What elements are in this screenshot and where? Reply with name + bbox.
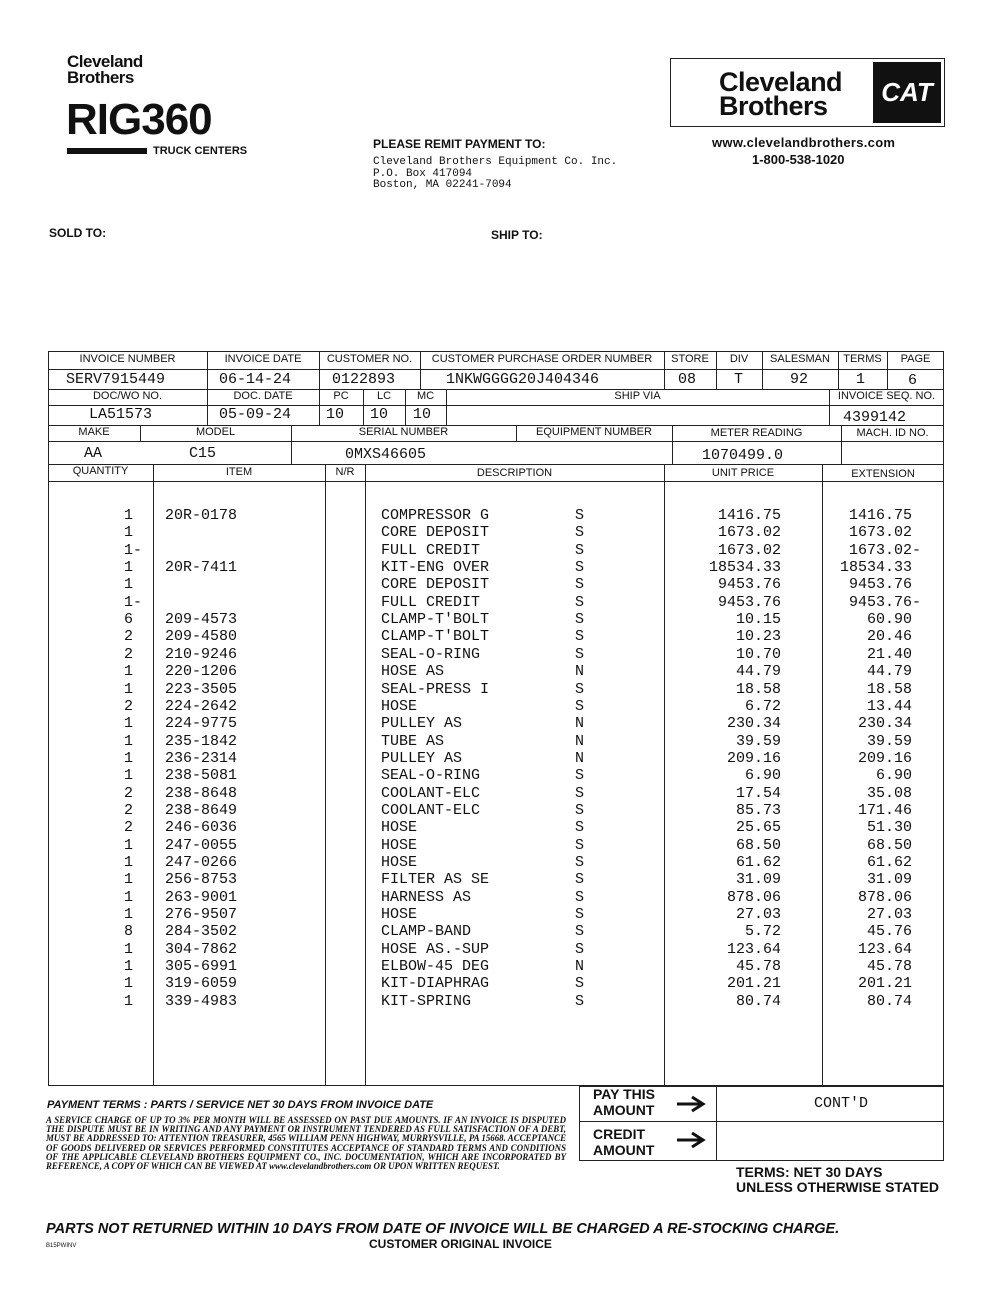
line-unit-price: 17.54 bbox=[735, 784, 781, 802]
line-qty: 6 bbox=[124, 611, 134, 629]
line-extension: 45.78 bbox=[866, 958, 912, 976]
line-code: S bbox=[575, 524, 585, 542]
line-code: S bbox=[575, 819, 585, 837]
line-qty: 1 bbox=[124, 576, 134, 594]
line-description: CLAMP-T'BOLT bbox=[381, 611, 490, 629]
line-code: N bbox=[575, 663, 585, 681]
line-item-number: 238-8648 bbox=[165, 784, 238, 802]
label-lc: LC bbox=[376, 390, 392, 402]
line-description: KIT-ENG OVER bbox=[381, 559, 490, 577]
line-qty: 1 bbox=[124, 992, 134, 1010]
rule bbox=[48, 441, 944, 442]
line-unit-price: 10.23 bbox=[735, 628, 781, 646]
table-row bbox=[0, 837, 1000, 855]
line-unit-price: 18534.33 bbox=[708, 559, 781, 577]
line-code: S bbox=[575, 767, 585, 785]
table-row bbox=[0, 594, 1000, 612]
line-qty: 1 bbox=[124, 507, 134, 524]
line-description: CLAMP-T'BOLT bbox=[381, 628, 490, 646]
pay-this-amount-label bbox=[593, 1086, 655, 1118]
label-page: PAGE bbox=[900, 353, 931, 365]
line-qty: 1 bbox=[124, 940, 134, 958]
line-qty: 1 bbox=[124, 732, 134, 750]
line-extension: 21.40 bbox=[866, 645, 912, 663]
line-unit-price: 1673.02 bbox=[717, 524, 781, 542]
line-item-number: 284-3502 bbox=[165, 923, 238, 941]
line-qty: 1- bbox=[124, 593, 143, 611]
line-item-number: 210-9246 bbox=[165, 645, 238, 663]
label-customer-no: CUSTOMER NO. bbox=[326, 353, 413, 365]
table-row bbox=[0, 524, 1000, 542]
line-qty: 1 bbox=[124, 958, 134, 976]
line-extension: 39.59 bbox=[866, 732, 912, 750]
label-mach-id: MACH. ID NO. bbox=[856, 427, 929, 439]
line-item-number: 305-6991 bbox=[165, 958, 238, 976]
line-description: KIT-SPRING bbox=[381, 992, 472, 1010]
line-item-number: 223-3505 bbox=[165, 680, 238, 698]
phone-text: 1-800-538-1020 bbox=[752, 152, 845, 167]
line-code: S bbox=[575, 923, 585, 941]
line-extension: 68.50 bbox=[866, 836, 912, 854]
label-pc: PC bbox=[333, 390, 349, 402]
label-po-number: CUSTOMER PURCHASE ORDER NUMBER bbox=[431, 353, 653, 365]
rule bbox=[48, 369, 944, 370]
line-item-number: 224-9775 bbox=[165, 715, 238, 733]
terms-line-1: TERMS: NET 30 DAYS bbox=[736, 1164, 883, 1180]
line-item-number: 276-9507 bbox=[165, 906, 238, 924]
line-item-number: 247-0055 bbox=[165, 836, 238, 854]
line-extension: 9453.76- bbox=[848, 593, 921, 611]
table-row bbox=[0, 923, 1000, 941]
line-description: HOSE bbox=[381, 836, 418, 854]
line-code: N bbox=[575, 749, 585, 767]
doc-wo-value: LA51573 bbox=[89, 406, 153, 423]
rule bbox=[579, 1121, 716, 1122]
table-row bbox=[0, 715, 1000, 733]
line-extension: 878.06 bbox=[857, 888, 912, 906]
invoice-number-value: SERV7915449 bbox=[66, 371, 166, 388]
line-unit-price: 123.64 bbox=[726, 940, 781, 958]
line-description: FULL CREDIT bbox=[381, 593, 481, 611]
label-mc: MC bbox=[416, 390, 435, 402]
line-description: CORE DEPOSIT bbox=[381, 576, 490, 594]
line-unit-price: 10.70 bbox=[735, 645, 781, 663]
table-row bbox=[0, 802, 1000, 820]
line-description: CORE DEPOSIT bbox=[381, 524, 490, 542]
rig360-bar bbox=[67, 148, 147, 154]
table-row bbox=[0, 750, 1000, 768]
line-qty: 8 bbox=[124, 923, 134, 941]
line-code: S bbox=[575, 645, 585, 663]
salesman-value: 92 bbox=[790, 371, 809, 388]
payment-terms: PAYMENT TERMS : PARTS / SERVICE NET 30 DAYS FROM INVOICE DATE bbox=[47, 1099, 434, 1111]
line-qty: 2 bbox=[124, 697, 134, 715]
pay-this-line-2: AMOUNT bbox=[593, 1102, 655, 1118]
line-unit-price: 230.34 bbox=[726, 715, 781, 733]
line-unit-price: 1416.75 bbox=[717, 507, 781, 524]
line-description: COOLANT-ELC bbox=[381, 801, 481, 819]
label-div: DIV bbox=[729, 353, 749, 365]
line-code: S bbox=[575, 541, 585, 559]
po-number-value: 1NKWGGGG20J404346 bbox=[446, 371, 600, 388]
label-terms: TERMS bbox=[843, 353, 882, 365]
serial-value: 0MXS46605 bbox=[345, 446, 427, 463]
line-unit-price: 44.79 bbox=[735, 663, 781, 681]
model-value: C15 bbox=[189, 445, 217, 462]
line-item-number: 319-6059 bbox=[165, 975, 238, 993]
line-qty: 1 bbox=[124, 680, 134, 698]
line-qty: 2 bbox=[124, 645, 134, 663]
pay-this-line-1: PAY THIS bbox=[593, 1086, 655, 1102]
table-row bbox=[0, 663, 1000, 681]
table-row bbox=[0, 559, 1000, 577]
rig360-subtitle: TRUCK CENTERS bbox=[153, 145, 248, 157]
arrow-right-icon bbox=[676, 1131, 706, 1149]
line-unit-price: 68.50 bbox=[735, 836, 781, 854]
line-code: S bbox=[575, 871, 585, 889]
line-code: N bbox=[575, 958, 585, 976]
line-code: S bbox=[575, 888, 585, 906]
line-code: S bbox=[575, 854, 585, 871]
line-unit-price: 9453.76 bbox=[717, 593, 781, 611]
store-value: 08 bbox=[678, 371, 697, 388]
table-row bbox=[0, 785, 1000, 803]
form-code: B15PWINV bbox=[46, 1243, 77, 1249]
line-extension: 27.03 bbox=[866, 906, 912, 924]
line-code: S bbox=[575, 975, 585, 993]
line-extension: 61.62 bbox=[866, 854, 912, 871]
line-unit-price: 9453.76 bbox=[717, 576, 781, 594]
line-description: HOSE bbox=[381, 906, 418, 924]
line-description: PULLEY AS bbox=[381, 715, 463, 733]
line-description: HOSE bbox=[381, 854, 418, 871]
line-qty: 1 bbox=[124, 871, 134, 889]
invoice-seq-value: 4399142 bbox=[843, 409, 907, 426]
line-qty: 1 bbox=[124, 888, 134, 906]
terms-line-2: UNLESS OTHERWISE STATED bbox=[736, 1179, 940, 1195]
label-make: MAKE bbox=[78, 426, 110, 438]
label-equipment: EQUIPMENT NUMBER bbox=[536, 426, 652, 438]
line-item-number: 220-1206 bbox=[165, 663, 238, 681]
line-qty: 2 bbox=[124, 801, 134, 819]
rule bbox=[716, 1122, 717, 1161]
table-row bbox=[0, 681, 1000, 699]
line-code: S bbox=[575, 611, 585, 629]
label-unit-price: UNIT PRICE bbox=[711, 467, 775, 479]
pay-amount-value: CONT'D bbox=[814, 1095, 869, 1112]
line-item-number: 246-6036 bbox=[165, 819, 238, 837]
line-description: SEAL-O-RING bbox=[381, 645, 481, 663]
invoice-date-value: 06-14-24 bbox=[219, 371, 292, 388]
mc-value: 10 bbox=[413, 406, 432, 423]
line-extension: 51.30 bbox=[866, 819, 912, 837]
table-row bbox=[0, 542, 1000, 560]
credit-amount-label bbox=[593, 1126, 654, 1158]
ship-to-label: SHIP TO: bbox=[491, 228, 543, 242]
line-description: KIT-DIAPHRAG bbox=[381, 975, 490, 993]
cb-logo-text bbox=[719, 67, 843, 121]
line-extension: 20.46 bbox=[866, 628, 912, 646]
line-item-number: 235-1842 bbox=[165, 732, 238, 750]
line-unit-price: 5.72 bbox=[744, 923, 781, 941]
table-row bbox=[0, 975, 1000, 993]
table-row bbox=[0, 576, 1000, 594]
line-extension: 60.90 bbox=[866, 611, 912, 629]
line-extension: 31.09 bbox=[866, 871, 912, 889]
label-meter: METER READING bbox=[710, 427, 803, 439]
line-code: S bbox=[575, 559, 585, 577]
line-extension: 201.21 bbox=[857, 975, 912, 993]
line-description: CLAMP-BAND bbox=[381, 923, 472, 941]
rig-brand-line-1: Cleveland bbox=[67, 52, 143, 71]
label-extension: EXTENSION bbox=[851, 468, 915, 480]
line-extension: 1416.75 bbox=[848, 507, 912, 524]
line-extension: 6.90 bbox=[875, 767, 912, 785]
customer-original-invoice: CUSTOMER ORIGINAL INVOICE bbox=[369, 1237, 552, 1251]
table-row bbox=[0, 733, 1000, 751]
line-unit-price: 209.16 bbox=[726, 749, 781, 767]
line-code: S bbox=[575, 992, 585, 1010]
pc-value: 10 bbox=[326, 406, 345, 423]
line-unit-price: 45.78 bbox=[735, 958, 781, 976]
line-description: PULLEY AS bbox=[381, 749, 463, 767]
line-description: SEAL-PRESS I bbox=[381, 680, 490, 698]
line-qty: 1 bbox=[124, 663, 134, 681]
line-code: N bbox=[575, 732, 585, 750]
line-code: S bbox=[575, 697, 585, 715]
label-invoice-number: INVOICE NUMBER bbox=[79, 353, 176, 365]
line-extension: 123.64 bbox=[857, 940, 912, 958]
line-item-number: 339-4983 bbox=[165, 992, 238, 1010]
line-item-number: 20R-7411 bbox=[165, 559, 238, 577]
rule bbox=[48, 481, 944, 482]
label-model: MODEL bbox=[195, 426, 236, 438]
remit-line-1: Cleveland Brothers Equipment Co. Inc. bbox=[373, 156, 618, 168]
rule bbox=[48, 464, 944, 465]
line-qty: 1 bbox=[124, 854, 134, 871]
line-code: S bbox=[575, 784, 585, 802]
table-row bbox=[0, 628, 1000, 646]
website-text: www.clevelandbrothers.com bbox=[712, 135, 896, 150]
rig360-brand-text bbox=[67, 54, 143, 86]
line-unit-price: 10.15 bbox=[735, 611, 781, 629]
line-description: HOSE AS bbox=[381, 663, 445, 681]
label-salesman: SALESMAN bbox=[770, 353, 830, 365]
line-description: HOSE AS.-SUP bbox=[381, 940, 490, 958]
cat-logo: CAT bbox=[873, 62, 941, 123]
rig360-logo: RIG360 bbox=[66, 95, 212, 144]
label-doc-wo: DOC/WO NO. bbox=[92, 390, 163, 402]
line-unit-price: 201.21 bbox=[726, 975, 781, 993]
line-description: HARNESS AS bbox=[381, 888, 472, 906]
sold-to-label: SOLD TO: bbox=[49, 226, 107, 240]
line-extension: 9453.76 bbox=[848, 576, 912, 594]
line-extension: 1673.02 bbox=[848, 524, 912, 542]
label-item: ITEM bbox=[225, 466, 253, 478]
line-qty: 1 bbox=[124, 767, 134, 785]
remit-address bbox=[373, 157, 617, 192]
line-code: S bbox=[575, 628, 585, 646]
line-qty: 1 bbox=[124, 559, 134, 577]
line-extension: 13.44 bbox=[866, 697, 912, 715]
page-value: 6 bbox=[908, 372, 918, 389]
line-extension: 18.58 bbox=[866, 680, 912, 698]
line-unit-price: 80.74 bbox=[735, 992, 781, 1010]
lc-value: 10 bbox=[370, 406, 389, 423]
line-unit-price: 6.90 bbox=[744, 767, 781, 785]
table-row bbox=[0, 871, 1000, 889]
table-row bbox=[0, 767, 1000, 785]
line-extension: 80.74 bbox=[866, 992, 912, 1010]
table-row bbox=[0, 941, 1000, 959]
label-serial: SERIAL NUMBER bbox=[358, 426, 449, 438]
table-row bbox=[0, 889, 1000, 907]
line-unit-price: 18.58 bbox=[735, 680, 781, 698]
line-qty: 2 bbox=[124, 784, 134, 802]
line-extension: 230.34 bbox=[857, 715, 912, 733]
line-code: N bbox=[575, 715, 585, 733]
line-description: FILTER AS SE bbox=[381, 871, 490, 889]
line-qty: 2 bbox=[124, 819, 134, 837]
remit-title: PLEASE REMIT PAYMENT TO: bbox=[373, 137, 546, 151]
line-code: S bbox=[575, 507, 585, 524]
div-value: T bbox=[734, 371, 744, 388]
rule bbox=[48, 405, 944, 406]
rule bbox=[716, 1121, 944, 1122]
line-code: S bbox=[575, 836, 585, 854]
label-doc-date: DOC. DATE bbox=[233, 390, 293, 402]
line-code: S bbox=[575, 593, 585, 611]
table-row bbox=[0, 611, 1000, 629]
line-qty: 1 bbox=[124, 749, 134, 767]
table-row bbox=[0, 993, 1000, 1011]
doc-date-value: 05-09-24 bbox=[219, 406, 292, 423]
line-item-number: 256-8753 bbox=[165, 871, 238, 889]
label-nr: N/R bbox=[335, 466, 355, 478]
line-qty: 1 bbox=[124, 975, 134, 993]
line-extension: 18534.33 bbox=[839, 559, 912, 577]
line-code: S bbox=[575, 576, 585, 594]
table-row bbox=[0, 819, 1000, 837]
legal-text: A SERVICE CHARGE OF UP TO 3% PER MONTH WILL BE ASSESSED ON PAST DUE AMOUNTS. IF AN INVOICE IS DISPUTED THE DISPUTE MUST BE IN WRITING AND ANY PAYMENT OR INSTRUMENT TENDERED AS FULL SATISFACTION OF A DEBT, MUST BE ADDRESSED TO: ATTENTION TREASURER, 4565 WILLIAM PENN HIGHWAY, MURRYSVILLE, PA 15668. ACCEPTANCE OF GOODS DELIVERED OR SERVICES PERFORMED CONSTITUTES ACCEPTANCE OF STANDARD TERMS AND CONDITIONS OF THE APPLICABLE CLEVELAND BROTHERS EQUIPMENT CO., INC. DOCUMENTATION, WHICH ARE INCORPORATED BY REFERENCE, A COPY OF WHICH CAN BE VIEWED AT www.clevelandbrothers.com OR UPON WRITTEN REQUEST. bbox=[46, 1115, 566, 1172]
line-extension: 1673.02- bbox=[848, 541, 921, 559]
label-invoice-seq: INVOICE SEQ. NO. bbox=[837, 390, 936, 402]
line-code: S bbox=[575, 940, 585, 958]
label-description: DESCRIPTION bbox=[476, 467, 553, 479]
cb-logo-line-1: Cleveland bbox=[719, 67, 843, 97]
table-row bbox=[0, 906, 1000, 924]
cb-logo-line-2: Brothers bbox=[719, 91, 828, 121]
line-item-number: 247-0266 bbox=[165, 854, 238, 871]
line-extension: 171.46 bbox=[857, 801, 912, 819]
line-extension: 209.16 bbox=[857, 749, 912, 767]
line-item-number: 209-4580 bbox=[165, 628, 238, 646]
credit-line-2: AMOUNT bbox=[593, 1142, 655, 1158]
label-ship-via: SHIP VIA bbox=[614, 390, 661, 402]
line-code: S bbox=[575, 906, 585, 924]
line-item-number: 304-7862 bbox=[165, 940, 238, 958]
line-item-number: 236-2314 bbox=[165, 749, 238, 767]
meter-value: 1070499.0 bbox=[702, 447, 784, 464]
label-quantity: QUANTITY bbox=[72, 465, 129, 477]
line-code: S bbox=[575, 680, 585, 698]
credit-line-1: CREDIT bbox=[593, 1126, 646, 1142]
arrow-right-icon bbox=[676, 1095, 706, 1113]
remit-line-2: P.O. Box 417094 bbox=[373, 167, 473, 180]
line-description: TUBE AS bbox=[381, 732, 445, 750]
line-qty: 1- bbox=[124, 541, 143, 559]
line-item-number: 238-8649 bbox=[165, 801, 238, 819]
line-description: HOSE bbox=[381, 819, 418, 837]
rig-brand-line-2: Brothers bbox=[67, 68, 134, 87]
remit-line-3: Boston, MA 02241-7094 bbox=[373, 179, 512, 191]
table-row bbox=[0, 698, 1000, 716]
line-unit-price: 61.62 bbox=[735, 854, 781, 871]
line-qty: 1 bbox=[124, 715, 134, 733]
line-unit-price: 27.03 bbox=[735, 906, 781, 924]
terms-statement bbox=[736, 1165, 939, 1195]
rule bbox=[716, 1086, 717, 1122]
line-unit-price: 25.65 bbox=[735, 819, 781, 837]
line-qty: 1 bbox=[124, 906, 134, 924]
line-item-number: 263-9001 bbox=[165, 888, 238, 906]
line-description: SEAL-O-RING bbox=[381, 767, 481, 785]
line-description: FULL CREDIT bbox=[381, 541, 481, 559]
line-description: COMPRESSOR G bbox=[381, 507, 490, 524]
line-unit-price: 39.59 bbox=[735, 732, 781, 750]
make-value: AA bbox=[84, 445, 103, 462]
line-extension: 44.79 bbox=[866, 663, 912, 681]
line-unit-price: 1673.02 bbox=[717, 541, 781, 559]
line-unit-price: 31.09 bbox=[735, 871, 781, 889]
line-code: S bbox=[575, 801, 585, 819]
line-unit-price: 878.06 bbox=[726, 888, 781, 906]
line-description: ELBOW-45 DEG bbox=[381, 958, 490, 976]
label-store: STORE bbox=[671, 353, 709, 365]
line-item-number: 209-4573 bbox=[165, 611, 238, 629]
line-unit-price: 85.73 bbox=[735, 801, 781, 819]
restocking-notice: PARTS NOT RETURNED WITHIN 10 DAYS FROM DATE OF INVOICE WILL BE CHARGED A RE-STOCKING CHARGE. bbox=[46, 1221, 840, 1237]
line-extension: 35.08 bbox=[866, 784, 912, 802]
line-unit-price: 6.72 bbox=[744, 697, 781, 715]
line-item-number: 238-5081 bbox=[165, 767, 238, 785]
line-qty: 2 bbox=[124, 628, 134, 646]
line-item-number: 224-2642 bbox=[165, 697, 238, 715]
terms-value: 1 bbox=[856, 371, 866, 388]
table-row bbox=[0, 958, 1000, 976]
line-qty: 1 bbox=[124, 524, 134, 542]
label-invoice-date: INVOICE DATE bbox=[224, 353, 302, 365]
line-item-number: 20R-0178 bbox=[165, 507, 238, 524]
table-row bbox=[0, 854, 1000, 872]
table-row bbox=[0, 646, 1000, 664]
line-description: HOSE bbox=[381, 697, 418, 715]
line-description: COOLANT-ELC bbox=[381, 784, 481, 802]
line-qty: 1 bbox=[124, 836, 134, 854]
customer-no-value: 0122893 bbox=[332, 371, 396, 388]
table-row bbox=[0, 507, 1000, 525]
line-extension: 45.76 bbox=[866, 923, 912, 941]
